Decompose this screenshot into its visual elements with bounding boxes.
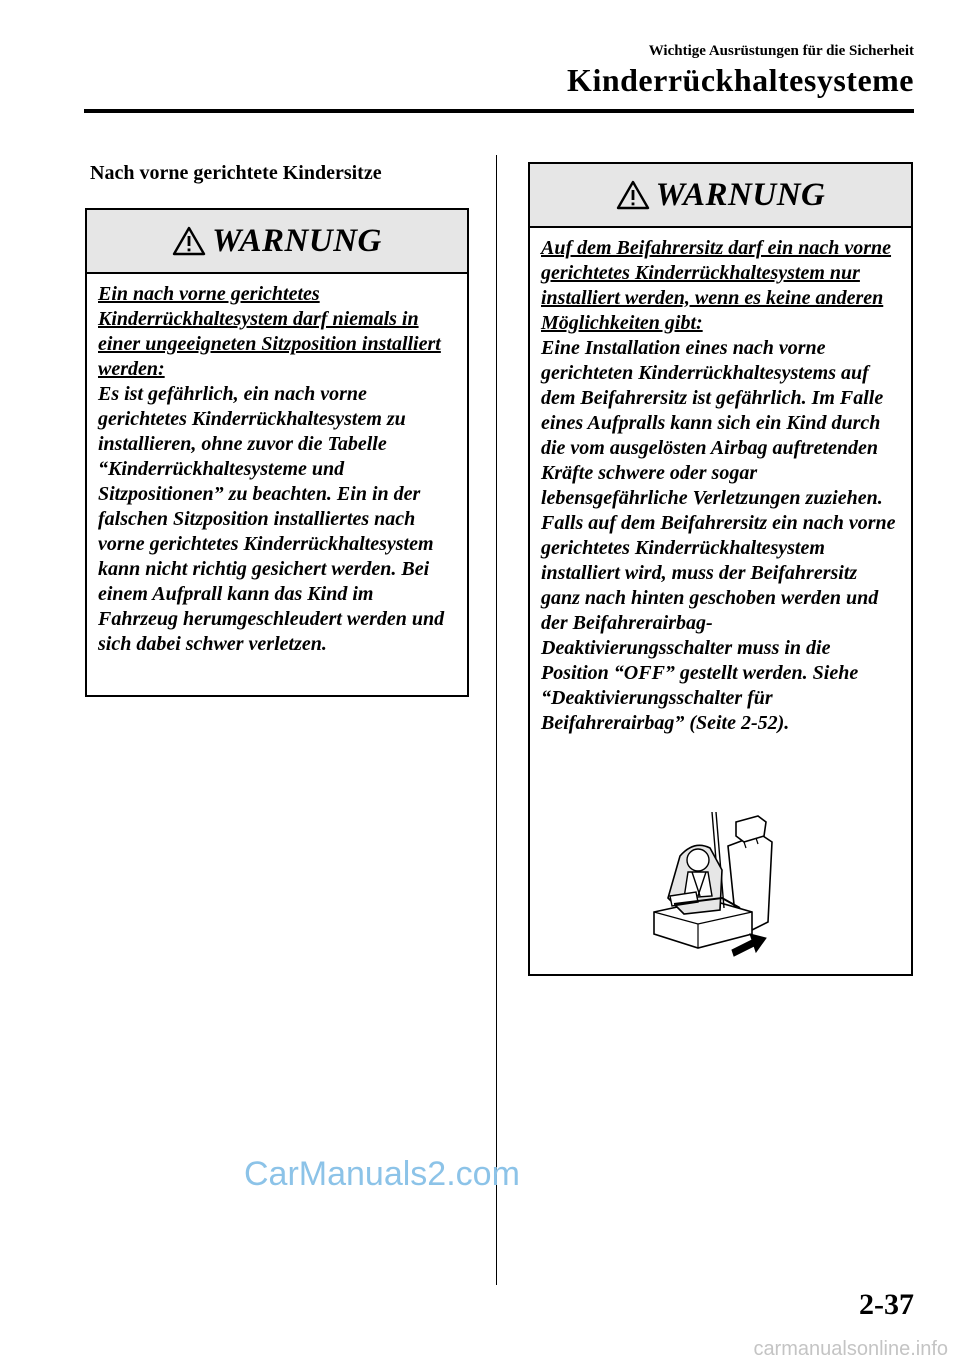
warning-text: Eine Installation eines nach vorne gerichteten Kinderrückhaltesystems auf dem Beifahrersitz ist gefährlich. Im Falle eines Aufpralls kann sich ein Kind durch die vom ausgelösten Airbag auftretenden Kräfte schwere oder sogar lebensgefährliche Verletzungen zuziehen. Falls auf dem Beifahrersitz ein nach vorne gerichtetes Kinderrückhaltesystem installiert wird, muss der Beifahrersitz ganz nach hinten geschoben werden und der Beifahrerairbag-Deaktivierungsschalter muss in die Position “OFF” gestellt werden. Siehe “Deaktivierungsschalter für Beifahrerairbag” (Seite 2-52). [541, 337, 896, 734]
footer-site: carmanualsonline.info [753, 1338, 948, 1360]
watermark: CarManuals2.com [244, 1155, 520, 1193]
warning-header [530, 164, 911, 228]
header-section: Wichtige Ausrüstungen für die Sicherheit [648, 43, 914, 59]
column-divider [496, 155, 497, 1285]
warning-body [530, 228, 911, 736]
warning-body [87, 274, 467, 657]
header-rule [84, 109, 914, 113]
warning-triangle-icon [172, 226, 206, 256]
warning-title: WARNUNG [212, 222, 382, 259]
warning-header [87, 210, 467, 274]
warning-lead: Auf dem Beifahrersitz darf ein nach vorne gerichtetes Kinderrückhaltesystem nur installiert werden, wenn es keine anderen Möglichkeiten gibt: [541, 237, 892, 334]
page-number: 2-37 [859, 1288, 914, 1321]
warning-lead: Ein nach vorne gerichtetes Kinderrückhaltesystem darf niemals in einer ungeeigneten Sitzposition installiert werden: [98, 283, 441, 380]
warning-title: WARNUNG [655, 176, 826, 213]
warning-box-left [85, 208, 469, 697]
warning-text: Es ist gefährlich, ein nach vorne gerichtetes Kinderrückhaltesystem zu installieren, ohne zuvor die Tabelle “Kinderrückhaltesysteme und Sitzpositionen” zu beachten. Ein in der falschen Sitzposition installiertes nach vorne gerichtetes Kinderrückhaltesystem kann nicht richtig gesichert werden. Bei einem Aufprall kann das Kind im Fahrzeug herumgeschleudert werden und sich dabei schwer verletzen. [98, 383, 445, 655]
section-heading: Nach vorne gerichtete Kindersitze [90, 162, 382, 184]
warning-triangle-icon [616, 180, 650, 210]
child-seat-illustration [640, 812, 790, 962]
header-title: Kinderrückhaltesysteme [567, 62, 914, 98]
